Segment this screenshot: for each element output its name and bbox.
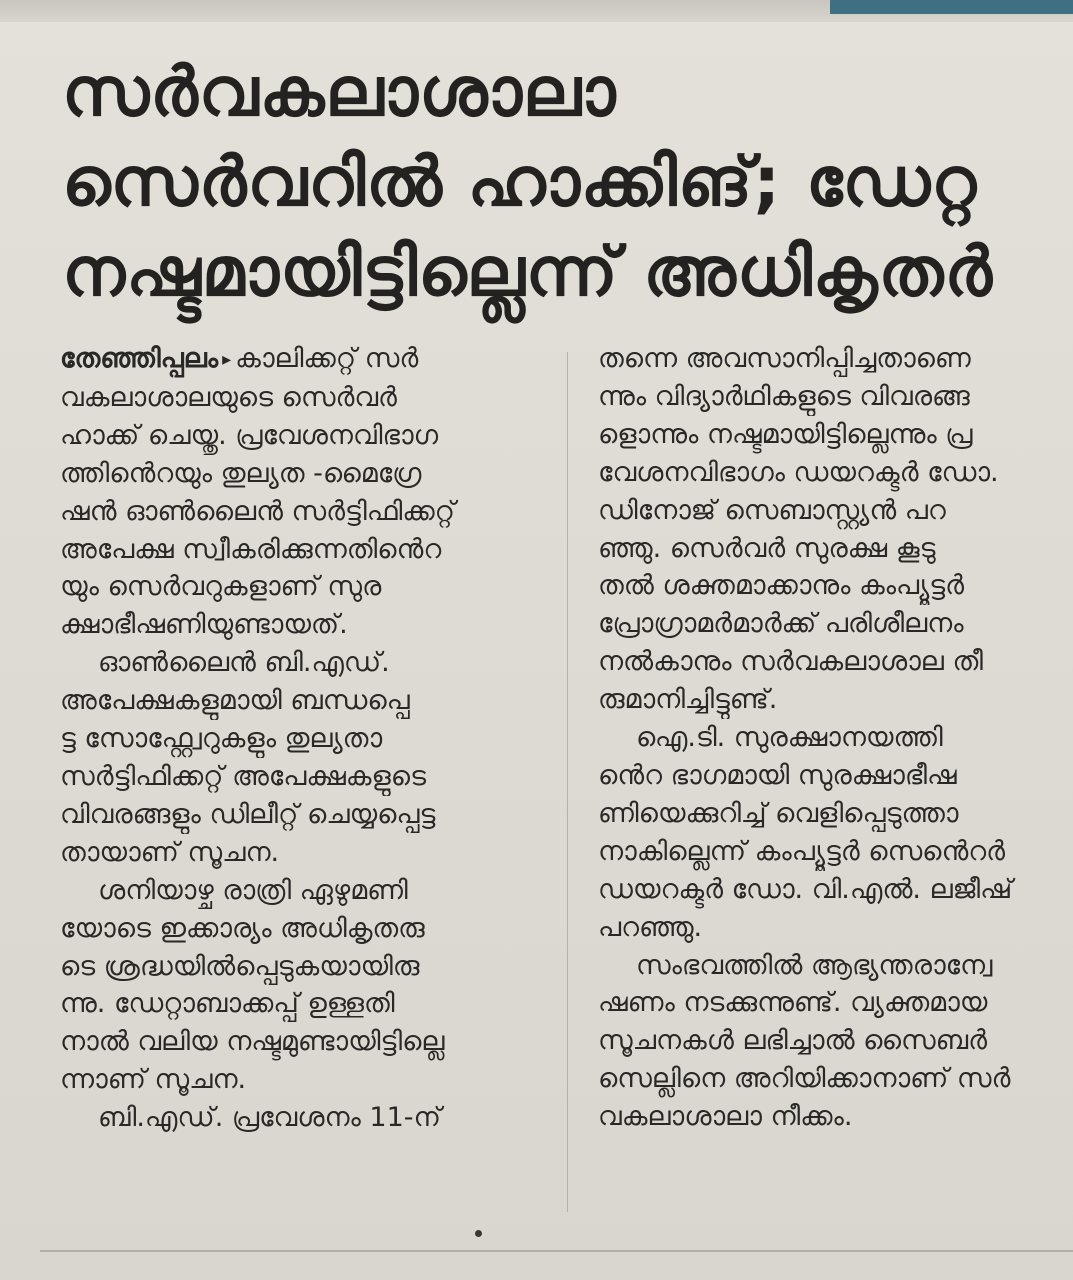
article-line <box>60 340 548 379</box>
article-line: ന്നു. ഡേറ്റാബാക്കപ്പ് ഉള്ളതി <box>60 988 395 1020</box>
headline-line: സർവകലാശാലാ <box>62 53 617 132</box>
article-line: ഡിനോജ് സെബാസ്റ്റ്യൻ പറ <box>598 494 946 526</box>
article-line: വകലാശാലയുടെ സെർവർ <box>60 381 397 413</box>
article-line: ഷണം നടക്കുന്നുണ്ട്. വ്യക്തമായ <box>598 987 988 1019</box>
article-line: അപേക്ഷ സ്വീകരിക്കുന്നതിൻെറ <box>60 533 442 565</box>
dateline-marker: ▸ <box>222 349 232 370</box>
article-line: സൂചനകൾ ലഭിച്ചാൽ സൈബർ <box>598 1025 988 1057</box>
article-text: കാലിക്കറ്റ് സർ <box>235 343 419 374</box>
article-line: യും സെർവറുകളാണ് സുര <box>60 571 382 603</box>
article-line: ളൊന്നും നഷ്ടമായിട്ടില്ലെന്നും പ്ര <box>598 418 973 450</box>
article-line: ന്നും വിദ്യാർഥികളുടെ വിവരങ്ങ <box>598 380 970 412</box>
article-line: തായാണ് സൂചന. <box>60 836 280 868</box>
article-line: ഹാക്ക് ചെയ്തു. പ്രവേശനവിഭാഗ <box>60 419 439 451</box>
article-line: ഓൺലൈൻ ബി.എഡ്. <box>98 647 390 679</box>
continuation-dot <box>475 1230 482 1237</box>
headline <box>62 48 1052 318</box>
article-line: പ്രോഗ്രാമർമാർക്ക് പരിശീലനം <box>598 608 964 640</box>
article-line: രുമാനിച്ചിട്ടുണ്ട്. <box>598 684 778 716</box>
article-line: സർട്ടിഫിക്കറ്റ് അപേക്ഷകളുടെ <box>60 760 426 792</box>
article-column-right <box>598 340 1073 1136</box>
article-line: നൽകാനും സർവകലാശാല തീ <box>598 646 984 678</box>
article-line: ന്നാണ് സൂചന. <box>60 1064 247 1096</box>
article-line: ഐ.ടി. സുരക്ഷാനയത്തി <box>636 722 943 754</box>
article-line: നാകില്ലെന്ന് കംപ്യൂട്ടർ സെൻെറർ <box>598 835 1006 867</box>
headline-line: നഷ്ടമായിട്ടില്ലെന്ന് അധികൃതർ <box>62 233 994 312</box>
article-line: വകലാശാലാ നീക്കം. <box>598 1101 853 1133</box>
article-line: ട്ട സോഫ്റ്റ്വേറുകളും തുല്യതാ <box>60 723 383 755</box>
article-column-left <box>60 340 548 1137</box>
article-line: ത്തിൻെറയും തുല്യത -മൈഗ്രേ <box>60 457 422 489</box>
article-line: യോടെ ഇക്കാര്യം അധികൃതരു <box>60 912 425 944</box>
headline-line: സെർവറിൽ ഹാക്കിങ്; ഡേറ്റ <box>62 143 978 222</box>
article-line: ക്ഷാഭീഷണിയുണ്ടായത്. <box>60 609 348 641</box>
article-line: തൽ ശക്തമാക്കാനും കംപ്യൂട്ടർ <box>598 570 965 602</box>
article-line: ശനിയാഴ്ച രാത്രി ഏഴുമണി <box>98 874 408 906</box>
article-line: നാൽ വലിയ നഷ്ടമുണ്ടായിട്ടില്ലെ <box>60 1026 445 1058</box>
top-color-band <box>830 0 1073 14</box>
article-line: ഷൻ ഓൺലൈൻ സർട്ടിഫിക്കറ്റ് <box>60 495 456 527</box>
article-line: ണിയെക്കുറിച്ച് വെളിപ്പെടുത്താ <box>598 797 959 829</box>
bottom-rule <box>40 1250 1073 1252</box>
article-line: തന്നെ അവസാനിപ്പിച്ചതാണെ <box>598 343 971 374</box>
article-line: സെല്ലിനെ അറിയിക്കാനാണ് സർ <box>598 1063 1011 1095</box>
dateline: തേഞ്ഞിപ്പലം <box>60 343 219 374</box>
article-line: ടെ ശ്രദ്ധയിൽപ്പെടുകയായിരു <box>60 950 420 982</box>
article-line: ഡയറക്ടർ ഡോ. വി.എൽ. ലജീഷ് <box>598 873 1013 905</box>
article-line: ബി.എഡ്. പ്രവേശനം 11-ന് <box>98 1102 442 1134</box>
article-line: ഞ്ഞു. സെർവർ സുരക്ഷ കൂടു <box>598 532 936 564</box>
article-line: ൻെറ ഭാഗമായി സുരക്ഷാഭീഷ <box>598 759 957 791</box>
column-divider <box>567 352 568 1212</box>
article-line: വേശനവിഭാഗം ഡയറക്ടർ ഡോ. <box>598 456 999 488</box>
article-line: വിവരങ്ങളും ഡിലീറ്റ് ചെയ്യപ്പെട്ട <box>60 798 436 830</box>
article-line: പറഞ്ഞു. <box>598 911 703 943</box>
article-line: അപേക്ഷകളുമായി ബന്ധപ്പെ <box>60 685 410 717</box>
article-line: സംഭവത്തിൽ ആഭ്യന്തരാന്വേ <box>636 949 993 981</box>
